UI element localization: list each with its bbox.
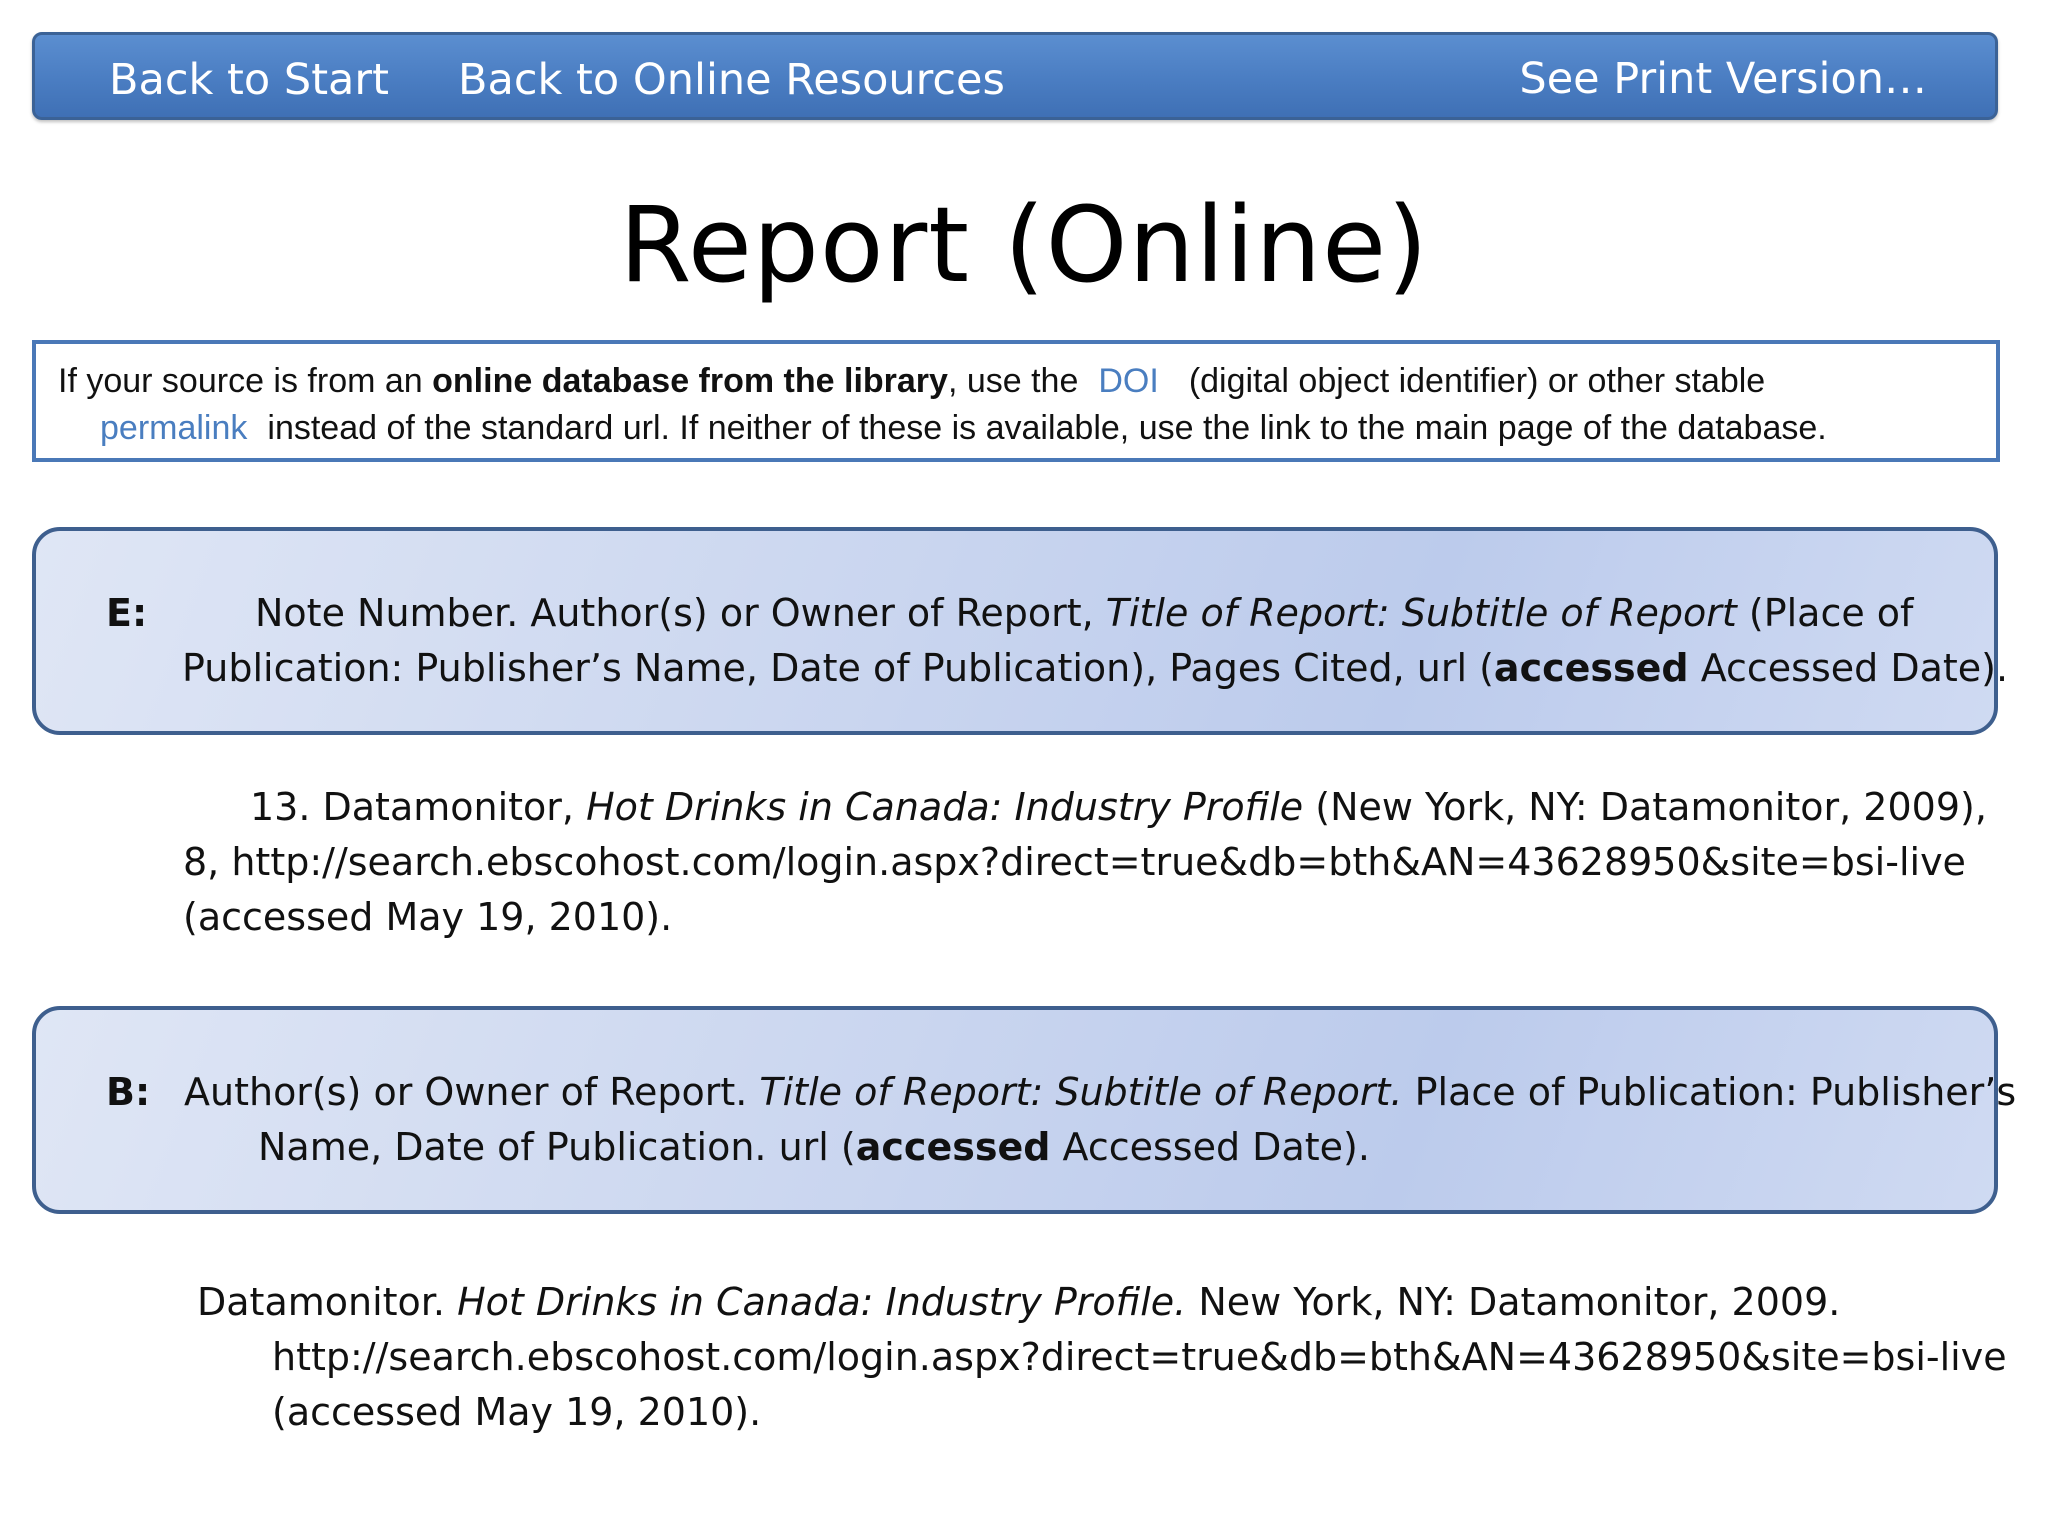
doi-link[interactable]: DOI (1098, 362, 1159, 400)
format-text: Publication: Publisher’s Name, Date of Publication), Pages Cited, url ( (182, 646, 1494, 690)
bibliography-format-line-1 (184, 1065, 2016, 1120)
info-text: , use the (947, 362, 1079, 400)
info-bold-text: online database from the library (432, 362, 948, 400)
format-italic-text: Title of Report: Subtitle of Report (1105, 591, 1737, 635)
bibliography-example (0, 1275, 2048, 1445)
bibliography-format-box (32, 1006, 2017, 1214)
info-box (32, 340, 2000, 462)
format-text: Note Number. Author(s) or Owner of Report, (255, 591, 1106, 635)
format-bold-text: accessed (1493, 646, 1689, 690)
format-text: Accessed Date). (1688, 646, 2009, 690)
bibliography-label: B: (106, 1070, 151, 1114)
format-italic-text: Title of Report: Subtitle of Report. (759, 1070, 1403, 1114)
navigation-bar (32, 32, 1998, 120)
endnote-format-box (32, 527, 2009, 735)
endnote-example-line-1 (250, 780, 1987, 835)
endnote-example-line-3: (accessed May 19, 2010). (183, 895, 673, 939)
format-text: (Place of (1736, 591, 1914, 635)
bibliography-example-line-2: http://search.ebscohost.com/login.aspx?direct=true&db=bth&AN=43628950&site=bsi-live (272, 1335, 2007, 1379)
permalink-link[interactable]: permalink (100, 409, 248, 447)
bibliography-example-line-3: (accessed May 19, 2010). (272, 1390, 762, 1434)
endnote-format-line-1 (255, 586, 1913, 641)
format-text: Author(s) or Owner of Report. (184, 1070, 760, 1114)
see-print-version-link[interactable]: See Print Version… (1519, 54, 1927, 104)
info-line-1 (58, 358, 1978, 405)
example-text: New York, NY: Datamonitor, 2009. (1186, 1280, 1841, 1324)
info-text: If your source is from an (58, 362, 433, 400)
example-italic-text: Hot Drinks in Canada: Industry Profile (586, 785, 1304, 829)
endnote-example (0, 780, 2048, 950)
info-line-2 (58, 405, 1978, 452)
example-text: 13. Datamonitor, (250, 785, 587, 829)
example-italic-text: Hot Drinks in Canada: Industry Profile. (457, 1280, 1187, 1324)
bibliography-format-line-2 (258, 1120, 1370, 1175)
info-text: instead of the standard url. If neither of these is available, use the link to the main page of the database. (267, 409, 1827, 447)
endnote-label: E: (106, 591, 148, 635)
example-text: Datamonitor. (197, 1280, 458, 1324)
endnote-example-line-2: 8, http://search.ebscohost.com/login.aspx?direct=true&db=bth&AN=43628950&site=bsi-live (183, 840, 1966, 884)
page-title: Report (Online) (619, 184, 1429, 306)
endnote-format-line-2 (182, 641, 2008, 696)
format-bold-text: accessed (855, 1125, 1051, 1169)
format-text: Place of Publication: Publisher’s (1402, 1070, 2017, 1114)
back-to-start-link[interactable]: Back to Start (109, 55, 389, 105)
bibliography-example-line-1 (197, 1275, 1840, 1330)
info-text: (digital object identifier) or other stable (1188, 362, 1766, 400)
back-to-online-resources-link[interactable]: Back to Online Resources (458, 55, 1005, 105)
example-text: (New York, NY: Datamonitor, 2009), (1303, 785, 1987, 829)
format-text: Name, Date of Publication. url ( (258, 1125, 856, 1169)
format-text: Accessed Date). (1050, 1125, 1370, 1169)
